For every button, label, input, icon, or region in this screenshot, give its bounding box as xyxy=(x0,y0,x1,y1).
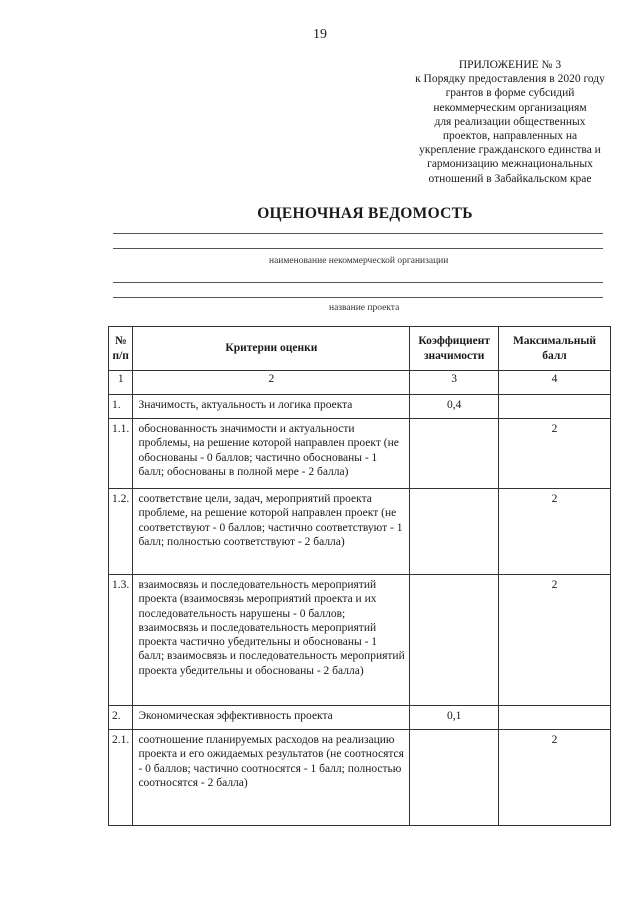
row-num: 2.1. xyxy=(109,730,133,826)
document-title: ОЦЕНОЧНАЯ ВЕДОМОСТЬ xyxy=(257,205,473,222)
organization-name-line-2 xyxy=(113,248,603,249)
table-header-row xyxy=(109,327,611,371)
index-cell: 3 xyxy=(410,371,499,395)
row-coefficient: 0,1 xyxy=(410,706,499,730)
row-criteria: соответствие цели, задач, мероприятий проекта проблеме, на решение которой направлен проект (не соответствуют - 0 баллов; частично соответствуют - 1 балл; полностью соответствуют - 2 балла) xyxy=(133,489,410,575)
header-criteria: Критерии оценки xyxy=(133,327,410,371)
row-coefficient xyxy=(410,419,499,489)
header-max-score: Максимальный балл xyxy=(498,327,610,371)
table-row xyxy=(109,730,611,826)
appendix-line: для реализации общественных xyxy=(434,115,586,128)
organization-name-line xyxy=(113,233,603,234)
appendix-line: некоммерческим организациям xyxy=(433,101,587,114)
appendix-block xyxy=(400,58,620,186)
organization-caption: наименование некоммерческой организации xyxy=(269,256,449,266)
row-num: 1.3. xyxy=(109,575,133,706)
row-coefficient xyxy=(410,575,499,706)
row-criteria: взаимосвязь и последовательность мероприятий проекта (взаимосвязь мероприятий проекта и их последовательность нарушены - 0 баллов; взаимосвязь и последовательность мероприятий проекта частично убедительны и обоснованы - 1 балл; взаимосвязь и последовательность мероприятий проекта убедительны и обоснованы - 2 балла) xyxy=(133,575,410,706)
page-number: 19 xyxy=(313,27,327,42)
row-num: 1. xyxy=(109,395,133,419)
appendix-line: грантов в форме субсидий xyxy=(445,87,575,100)
row-criteria: Значимость, актуальность и логика проекта xyxy=(133,395,410,419)
row-coefficient xyxy=(410,730,499,826)
appendix-line: проектов, направленных на xyxy=(442,130,578,143)
index-cell: 2 xyxy=(133,371,410,395)
appendix-line: укрепление гражданского единства и xyxy=(419,144,601,157)
index-cell: 4 xyxy=(498,371,610,395)
row-max-score xyxy=(498,395,610,419)
row-max-score: 2 xyxy=(498,489,610,575)
header-num: № п/п xyxy=(109,327,133,371)
row-max-score: 2 xyxy=(498,419,610,489)
row-max-score xyxy=(498,706,610,730)
table-row xyxy=(109,706,611,730)
row-max-score: 2 xyxy=(498,575,610,706)
appendix-line: гармонизацию межнациональных xyxy=(427,158,593,171)
appendix-line: к Порядку предоставления в 2020 году xyxy=(415,73,605,86)
project-name-line xyxy=(113,282,603,283)
evaluation-table xyxy=(108,326,611,826)
table-row xyxy=(109,489,611,575)
row-num: 1.1. xyxy=(109,419,133,489)
header-coefficient: Коэффициент значимости xyxy=(410,327,499,371)
row-criteria: соотношение планируемых расходов на реализацию проекта и его ожидаемых результатов (не соотносятся - 0 баллов; частично соотносятся - 1 балл; полностью соотносятся - 2 балла) xyxy=(133,730,410,826)
row-num: 2. xyxy=(109,706,133,730)
project-name-line-2 xyxy=(113,297,603,298)
row-max-score: 2 xyxy=(498,730,610,826)
table-row xyxy=(109,575,611,706)
table-row xyxy=(109,395,611,419)
index-cell: 1 xyxy=(109,371,133,395)
row-criteria: обоснованность значимости и актуальности проблемы, на решение которой направлен проект (не обоснованы - 0 баллов; частично обоснованы - 1 балл; обоснованы в полной мере - 2 балла) xyxy=(133,419,410,489)
appendix-line: отношений в Забайкальском крае xyxy=(428,172,592,185)
table-row xyxy=(109,419,611,489)
row-coefficient: 0,4 xyxy=(410,395,499,419)
row-num: 1.2. xyxy=(109,489,133,575)
project-caption: название проекта xyxy=(329,303,400,313)
appendix-line: ПРИЛОЖЕНИЕ № 3 xyxy=(458,59,562,71)
row-coefficient xyxy=(410,489,499,575)
column-index-row xyxy=(109,371,611,395)
row-criteria: Экономическая эффективность проекта xyxy=(133,706,410,730)
